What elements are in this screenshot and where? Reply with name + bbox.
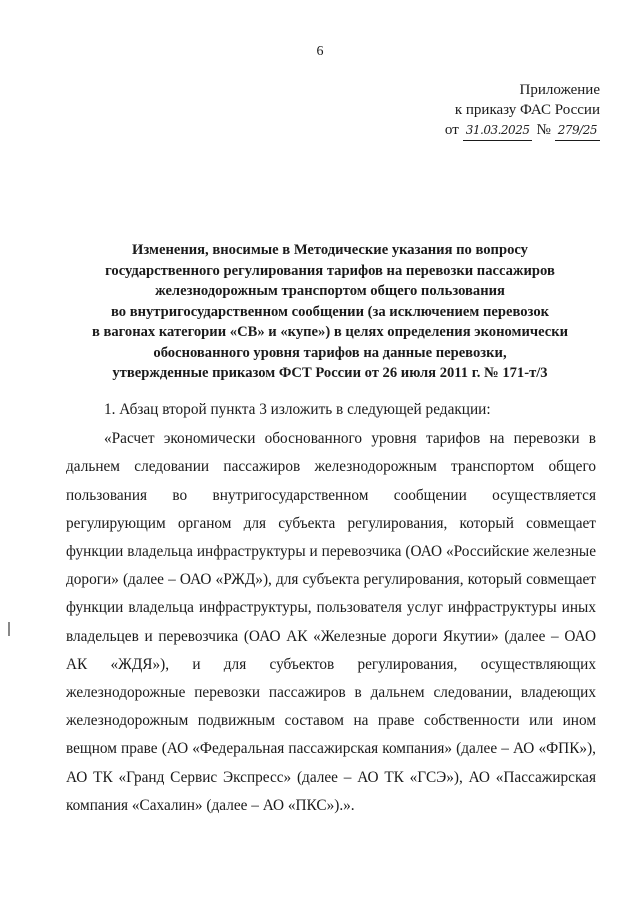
handwritten-order-number: 279/25 <box>555 120 600 141</box>
scan-margin-mark <box>8 622 10 636</box>
amendment-item-1: 1. Абзац второй пункта 3 изложить в следующей редакции: <box>104 401 491 418</box>
appendix-order-ref: к приказу ФАС России <box>454 102 600 118</box>
document-title <box>60 240 600 384</box>
title-line: государственного регулирования тарифов на перевозки пассажиров <box>105 262 555 279</box>
quoted-paragraph: «Расчет экономически обоснованного уровня тарифов на перевозки в дальнем следовании пассажиров железнодорожным транспортом общего пользования во внутригосударственном сообщении осуществляется регулирующим органом для субъекта регулирования, который совмещает функции владельца инфраструктуры и перевозчика (ОАО «Российские железные дороги» (далее – ОАО «РЖД»), для субъекта регулирования, который совмещает функции владельца инфраструктуры, пользователя услуг инфраструктуры иных владельцев и перевозчика (ОАО АК «Железные дороги Якутии» (далее – ОАО АК «ЖДЯ»), и для субъектов регулирования, осуществляющих железнодорожные перевозки пассажиров в дальнем следовании, владеющих железнодорожным подвижным составом на праве собственности или ином вещном праве (АО «Федеральная пассажирская компания» (далее – АО «ФПК»), АО ТК «Гранд Сервис Экспресс» (далее – АО ТК «ГСЭ»), АО «Пассажирская компания «Сахалин» (далее – АО «ПКС»).». <box>66 430 596 814</box>
document-body <box>66 396 596 820</box>
appendix-header <box>445 80 600 141</box>
number-sign: № <box>536 122 551 138</box>
title-line: железнодорожным транспортом общего пользования <box>155 283 505 299</box>
appendix-label: Приложение <box>519 82 600 98</box>
from-label: от <box>444 122 459 138</box>
title-line: в вагонах категории «СВ» и «купе») в целях определения экономически <box>91 324 569 340</box>
title-line: Изменения, вносимые в Методические указания по вопросу <box>132 242 528 258</box>
title-line: обоснованного уровня тарифов на данные перевозки, <box>153 344 507 361</box>
page-number: 6 <box>316 44 324 59</box>
title-line: во внутригосударственном сообщении (за исключением перевозок <box>110 303 550 320</box>
handwritten-date: 31.03.2025 <box>463 120 533 141</box>
appendix-date-number-line <box>445 120 600 141</box>
title-line: утвержденные приказом ФСТ России от 26 июля 2011 г. № 171-т/3 <box>112 365 548 381</box>
